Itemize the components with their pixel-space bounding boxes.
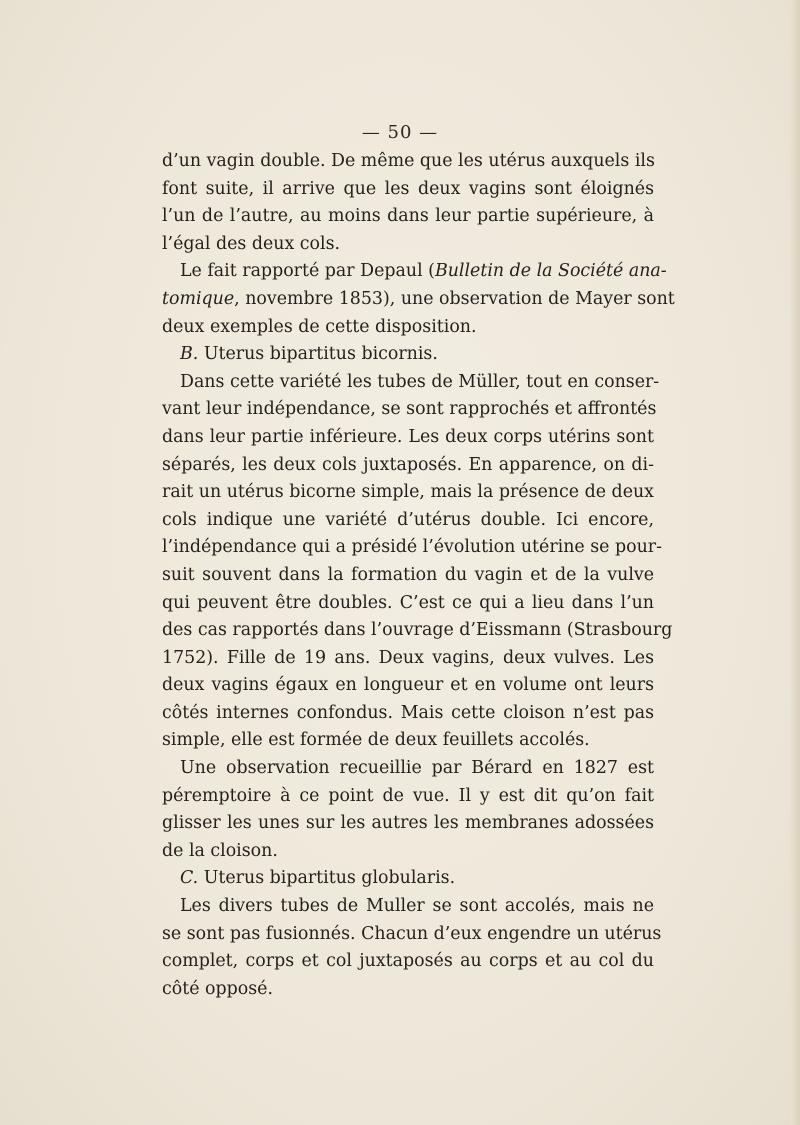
text-line: l’un de l’autre, au moins dans leur partie supérieure, à xyxy=(162,206,654,227)
page-edge-shadow xyxy=(790,0,800,1125)
text-line: qui peuvent être doubles. C’est ce qui a lieu dans l’un xyxy=(162,592,654,613)
text-line: dans leur partie inférieure. Les deux corps utérins sont xyxy=(162,426,654,447)
text-line: simple, elle est formée de deux feuillets accolés. xyxy=(162,730,590,751)
section-heading: C. Uterus bipartitus globularis. xyxy=(180,868,456,889)
text-line: Une observation recueillie par Bérard en 1827 est xyxy=(180,758,654,779)
text-line: séparés, les deux cols juxtaposés. En apparence, on di- xyxy=(162,454,654,475)
text-line: cols indique une variété d’utérus double. Ici encore, xyxy=(162,509,654,530)
text-line: péremptoire à ce point de vue. Il y est dit qu’on fait xyxy=(162,785,654,806)
text-line: l’indépendance qui a présidé l’évolution utérine se pour- xyxy=(162,537,662,558)
text-line: Le fait rapporté par Depaul (Bulletin de la Société ana- xyxy=(180,261,667,282)
section-letter: C. xyxy=(180,868,199,889)
text-line: côté opposé. xyxy=(162,978,273,999)
text-line: glisser les unes sur les autres les membranes adossées xyxy=(162,813,654,834)
page-number: — 50 — xyxy=(361,122,439,143)
text-line: d’un vagin double. De même que les utérus auxquels ils xyxy=(162,151,655,171)
section-letter: B. xyxy=(180,344,199,365)
text-line: se sont pas fusionnés. Chacun d’eux engendre un utérus xyxy=(162,923,662,944)
text-line: l’égal des deux cols. xyxy=(162,233,341,254)
citation-title: Bulletin de la Société ana- xyxy=(434,261,667,282)
text-line: tomique, novembre 1853), une observation de Mayer sont xyxy=(162,288,675,309)
text-line: deux vagins égaux en longueur et en volume ont leurs xyxy=(162,675,654,696)
text-line: côtés internes confondus. Mais cette cloison n’est pas xyxy=(162,702,654,723)
text-line: Les divers tubes de Muller se sont accolés, mais ne xyxy=(180,896,654,917)
text-line: Dans cette variété les tubes de Müller, tout en conser- xyxy=(180,371,660,392)
text-line: suit souvent dans la formation du vagin et de la vulve xyxy=(162,564,654,585)
body-text xyxy=(162,148,675,1003)
text-line: 1752). Fille de 19 ans. Deux vagins, deux vulves. Les xyxy=(162,647,654,668)
text-line: complet, corps et col juxtaposés au corps et au col du xyxy=(162,951,654,972)
text-line: vant leur indépendance, se sont rapprochés et affrontés xyxy=(162,399,657,420)
text-line: deux exemples de cette disposition. xyxy=(162,316,477,337)
text-line: de la cloison. xyxy=(162,840,278,861)
text-line: des cas rapportés dans l’ouvrage d’Eissmann (Strasbourg xyxy=(162,620,673,641)
text-line: font suite, il arrive que les deux vagins sont éloignés xyxy=(162,178,654,199)
text-line: rait un utérus bicorne simple, mais la présence de deux xyxy=(162,482,654,503)
citation-title: tomique xyxy=(162,288,235,309)
section-heading: B. Uterus bipartitus bicornis. xyxy=(180,344,438,365)
